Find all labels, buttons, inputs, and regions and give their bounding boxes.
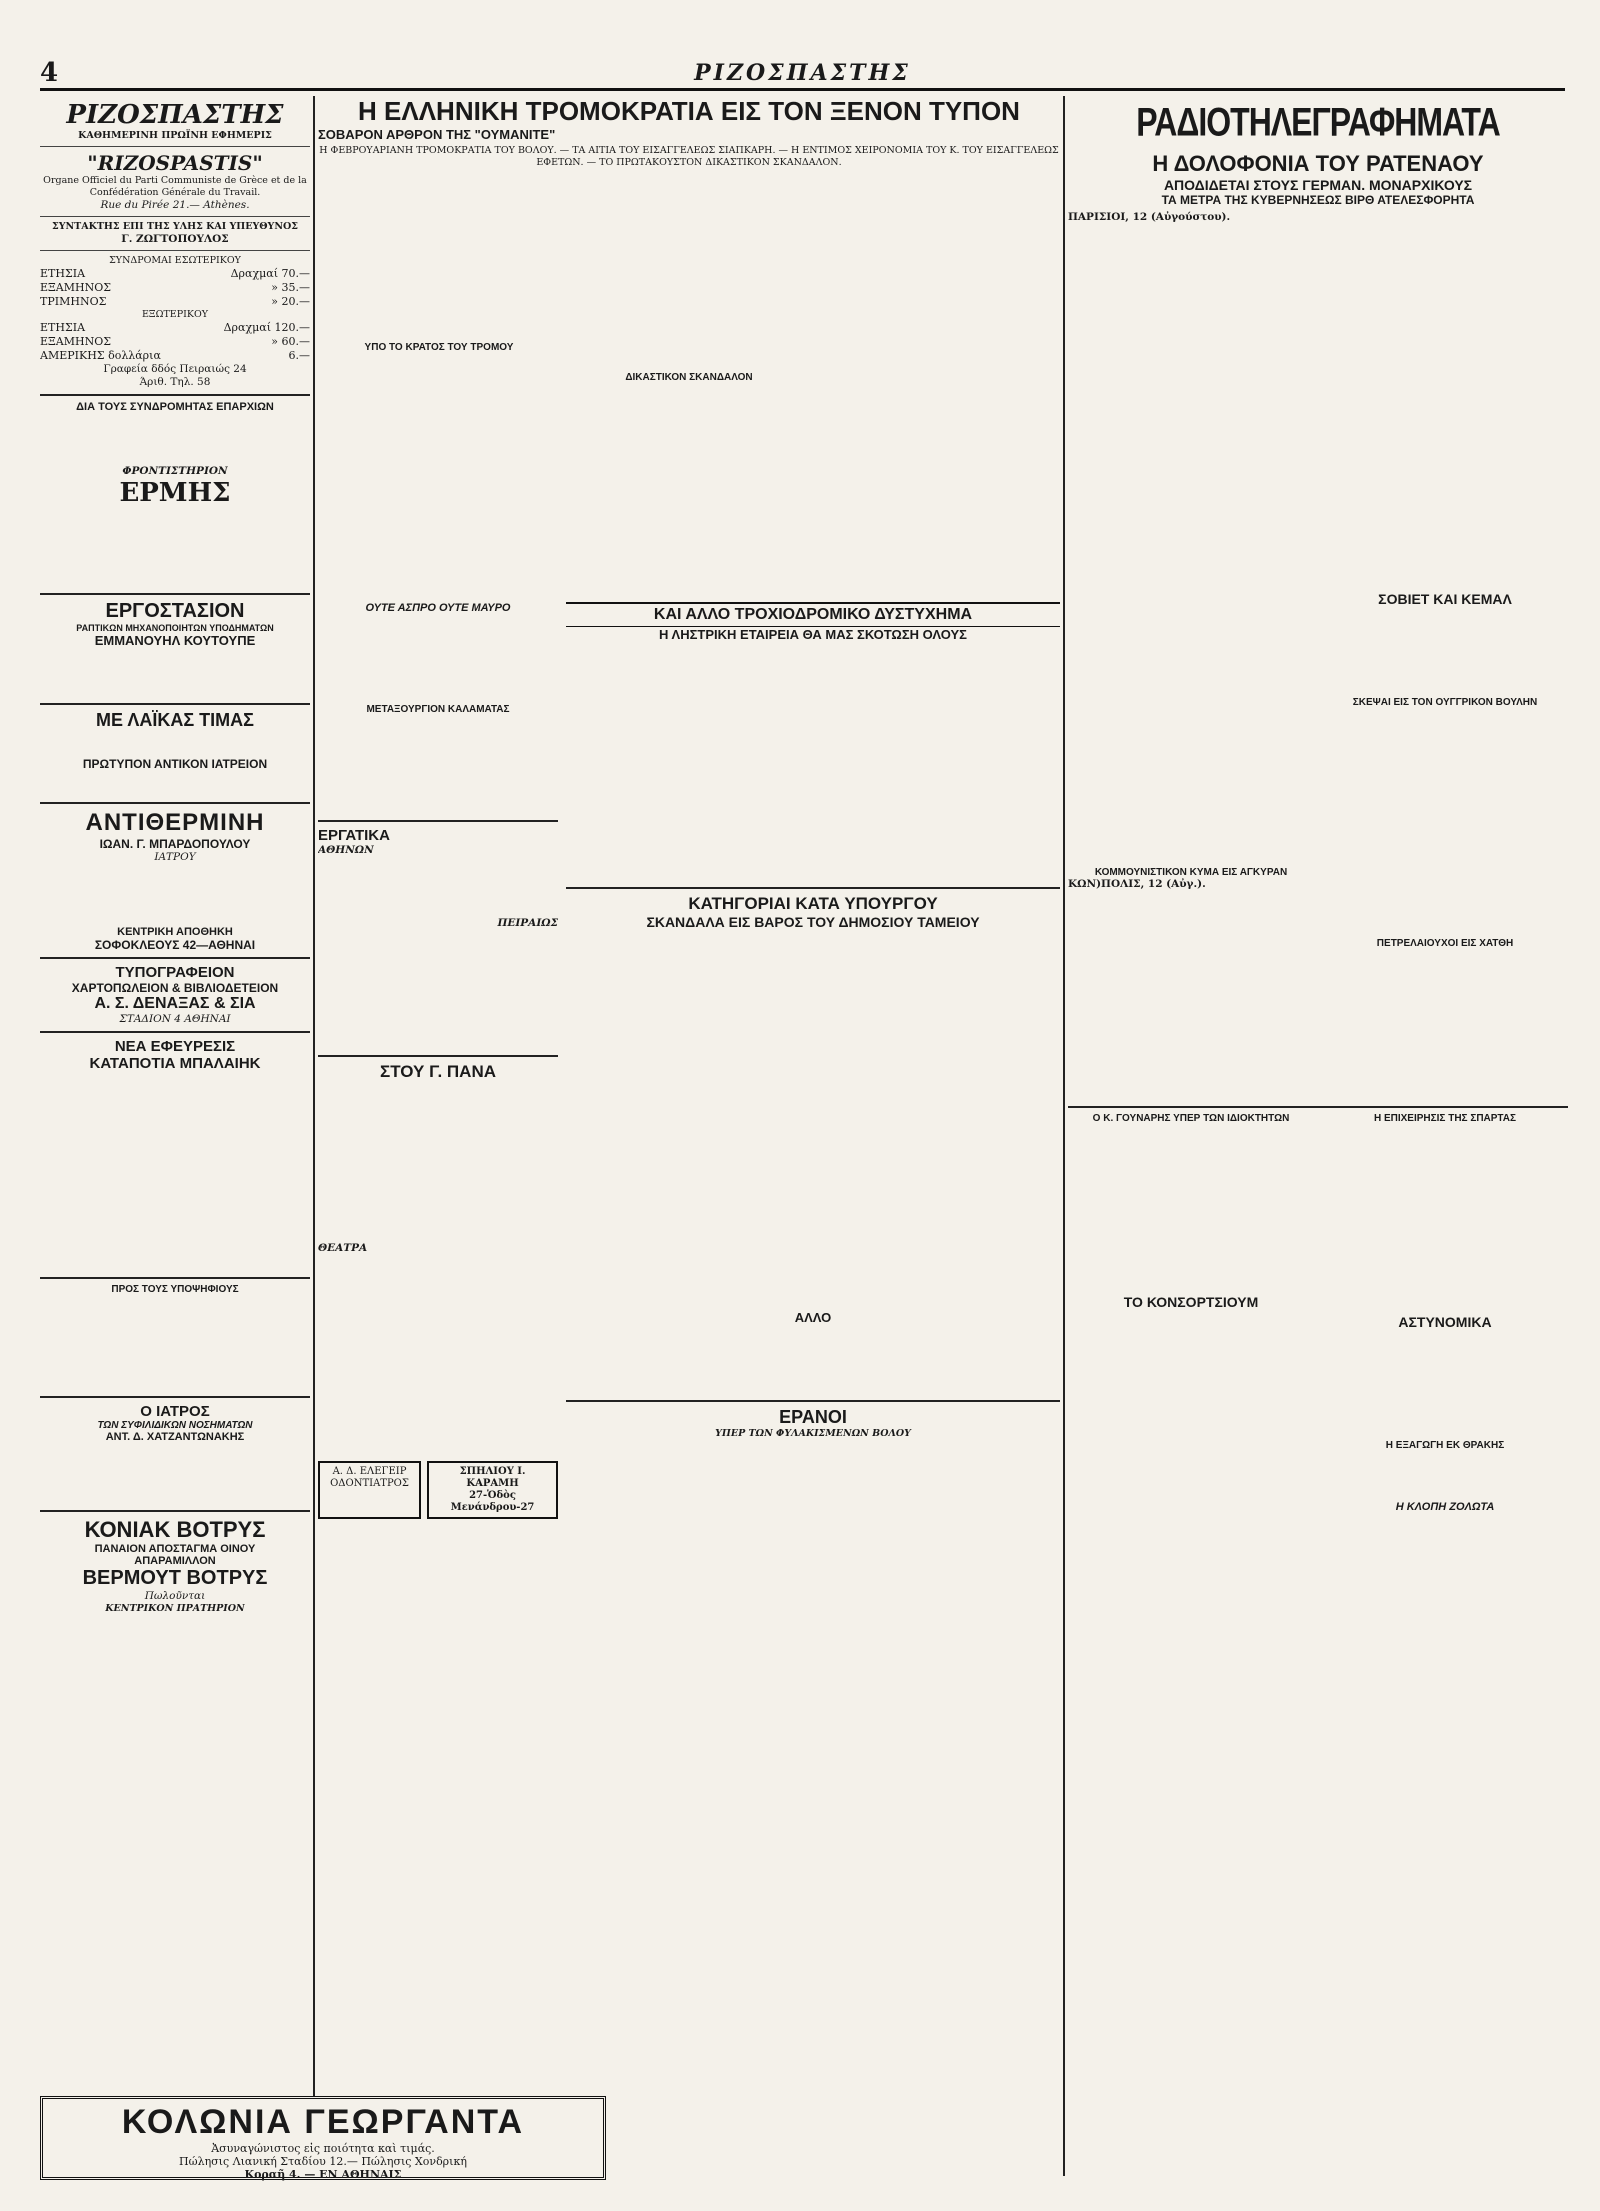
subscription-row: ΕΤΗΣΙΑ Δραχμαί 70.— [40, 267, 310, 280]
konsortium-heading: ΤΟ ΚΟΝΣΟΡΤΣΙΟΥΜ [1123, 1294, 1259, 1310]
editor-label: ΣΥΝΤΑΚΤΗΣ ΕΠΙ ΤΗΣ ΥΛΗΣ ΚΑΙ ΥΠΕΥΘΥΝΟΣ [51, 221, 299, 232]
page-number: 4 [40, 58, 59, 88]
donation-list [817, 1440, 1060, 1820]
column-rule [1063, 96, 1065, 2176]
rathenau-headline: Η ΔΟΛΟΦΟΝΙΑ ΤΟΥ ΡΑΤΕΝΑΟΥ [1152, 151, 1484, 176]
article-text [566, 642, 809, 882]
astynomika-heading: ΑΣΤΥΝΟΜΙΚΑ [1398, 1314, 1492, 1330]
subscriptions-ext-header: ΕΞΩΤΕΡΙΚΟΥ [141, 309, 209, 320]
dateline: ΠΑΡΙΣΙΟΙ, 12 (Αὐγούστου). [1068, 211, 1231, 223]
sold-label: Πωλοῦνται [144, 1590, 206, 1602]
lowprice-body [40, 731, 310, 757]
kolonia-line2: Πώλησις Λιανική Σταδίου 12.— Πώλησις Χονδρική [179, 2155, 467, 2168]
main-headline: Η ΕΛΛΗΝΙΚΗ ΤΡΟΜΟΚΡΑΤΙΑ ΕΙΣ ΤΟΝ ΞΕΝΟΝ ΤΥΠΟΝ [358, 96, 1020, 126]
right-column [1068, 96, 1568, 2176]
main-deck: Η ΦΕΒΡΟΥΑΡΙΑΝΗ ΤΡΟΜΟΚΡΑΤΙΑ ΤΟΥ ΒΟΛΟΥ. — ΤΑ ΑΙΤΙΑ ΤΟΥ ΕΙΣΑΓΓΕΛΕΩΣ ΣΙΑΠΚΑΡΗ. — Η ΕΝΤΙΜΟΣ ΧΕΙΡΟΝΟΜΙΑ ΤΟΥ Κ. ΤΟΥ ΕΙΣΑΓΓΕΛΕΩΣ ΕΦΕΤΩΝ. — ΤΟ ΠΡΩΤΑΚΟΥΣΤΟΝ ΔΙΚΑΣΤΙΚΟΝ ΣΚΑΝΔΑΛΟΝ. [319, 145, 1059, 168]
kolonia-ad [40, 2096, 606, 2180]
nea-subtitle: ΚΑΤΑΠΟΤΙΑ ΜΠΑΛΑΙΗΚ [89, 1055, 261, 1072]
cognac-heading: ΚΟΝΙΑΚ ΒΟΤΡΥΣ [84, 1517, 266, 1542]
main-subtitle: ΣΟΒΑΡΟΝ ΑΡΘΡΟΝ ΤΗΣ "ΟΥΜΑΝΙΤΕ" [318, 127, 556, 142]
subhead-dikastiko: ΔΙΚΑΣΤΙΚΟΝ ΣΚΑΝΔΑΛΟΝ [625, 372, 753, 383]
latin-name: "RIZOSPASTIS" [87, 151, 263, 175]
printshop-address: ΣΤΑΔΙΟΝ 4 ΑΘΗΝΑΙ [119, 1013, 231, 1025]
notice-title: ΔΙΑ ΤΟΥΣ ΣΥΝΔΡΟΜΗΤΑΣ ΕΠΑΡΧΙΩΝ [76, 401, 274, 413]
antitherm-doctor: ΙΩΑΝ. Γ. ΜΠΑΡΔΟΠΟΥΛΟΥ [99, 837, 251, 851]
left-column [40, 96, 310, 2176]
subhead-metaxourgeio: ΜΕΤΑΞΟΥΡΓΙΟΝ ΚΑΛΑΜΑΤΑΣ [366, 704, 510, 715]
nea-body [40, 1072, 310, 1272]
thrace-heading: Η ΕΞΑΓΩΓΗ ΕΚ ΘΡΑΚΗΣ [1385, 1440, 1505, 1451]
factory-owner: ΕΜΜΑΝΟΥΗΛ ΚΟΥΤΟΥΠΕ [94, 633, 256, 648]
subhead-kratos: ΥΠΟ ΤΟ ΚΡΑΤΟΣ ΤΟΥ ΤΡΟΜΟΥ [364, 342, 514, 353]
subscriptions-header: ΣΥΝΔΡΟΜΑΙ ΕΣΩΤΕΡΙΚΟΥ [109, 255, 241, 266]
rathenau-subtitle2: ΤΑ ΜΕΤΡΑ ΤΗΣ ΚΥΒΕΡΝΗΣΕΩΣ ΒΙΡΘ ΑΤΕΛΕΣΦΟΡΗΤΑ [1161, 193, 1475, 207]
antitherm-body [40, 864, 310, 926]
printshop-subtitle: ΧΑΡΤΟΠΩΛΕΙΟΝ & ΒΙΒΛΙΟΔΕΤΕΙΟΝ [71, 981, 279, 995]
eranoi-heading: ΕΡΑΝΟΙ [779, 1407, 847, 1427]
address: Rue du Pirée 21.— Athènes. [100, 199, 250, 211]
masthead [40, 58, 1565, 91]
doctor-name: ΑΝΤ. Δ. ΧΑΤΖΑΝΤΩΝΑΚΗΣ [105, 1431, 245, 1443]
antitherm-role: ΙΑΤΡΟΥ [154, 851, 196, 863]
vermouth-heading: ΒΕΡΜΟΥΤ ΒΟΤΡΥΣ [82, 1567, 268, 1589]
factory-body [40, 648, 310, 698]
skandala-subtitle: ΣΚΑΝΔΑΛΑ ΕΙΣ ΒΑΡΟΣ ΤΟΥ ΔΗΜΟΣΙΟΥ ΤΑΜΕΙΟΥ [646, 914, 980, 930]
article-text [1068, 1124, 1314, 1294]
rathenau-subtitle: ΑΠΟΔΙΔΕΤΑΙ ΣΤΟΥΣ ΓΕΡΜΑΝ. ΜΟΝΑΡΧΙΚΟΥΣ [1163, 177, 1473, 193]
central-store: ΚΕΝΤΡΙΚΗ ΑΠΟΘΗΚΗ [117, 926, 233, 938]
article-text [817, 642, 1060, 882]
article-text [568, 172, 810, 372]
office-address: Γραφεία δδός Πειραιώς 24 [103, 363, 247, 375]
doctor-subtitle: ΤΩΝ ΣΥΦΙΛΙΔΙΚΩΝ ΝΟΣΗΜΑΤΩΝ [97, 1420, 253, 1431]
soviet-heading: ΣΟΒΙΕΤ ΚΑΙ ΚΕΜΑΛ [1378, 591, 1512, 607]
central-shop: ΚΕΝΤΡΙΚΟΝ ΠΡΑΤΗΡΙΟΝ [105, 1603, 245, 1614]
sparta-heading: Η ΕΠΙΧΕΙΡΗΣΙΣ ΤΗΣ ΣΠΑΡΤΑΣ [1373, 1113, 1517, 1124]
nameplate-subtitle: ΚΑΘΗΜΕΡΙΝΗ ΠΡΩΪΝΗ ΕΦΗΜΕΡΙΣ [78, 130, 272, 141]
gounaris-heading: Ο Κ. ΓΟΥΝΑΡΗΣ ΥΠΕΡ ΤΩΝ ΙΔΙΟΚΤΗΤΩΝ [1092, 1113, 1290, 1124]
petroleum-heading: ΠΕΤΡΕΛΑΙΟΥΧΟΙ ΕΙΣ ΧΑΤΘΗ [1376, 938, 1514, 949]
main-article [318, 172, 1060, 602]
article-text [318, 353, 560, 583]
article-text [566, 1325, 1060, 1395]
dentist-ad: Α. Δ. ΕΛΕΓΕΙΡ ΟΔΟΝΤΙΑΤΡΟΣ [318, 1461, 421, 1519]
article-text [318, 857, 558, 917]
article-text [1322, 1330, 1568, 1440]
komm-heading: ΚΟΜΜΟΥΝΙΣΤΙΚΟΝ ΚΥΜΑ ΕΙΣ ΑΓΚΥΡΑΝ [1094, 867, 1288, 878]
article-text [1322, 949, 1568, 1099]
article-text [1322, 1124, 1568, 1314]
accident-headline: ΚΑΙ ΑΛΛΟ ΤΡΟΧΙΟΔΡΟΜΙΚΟ ΔΥΣΤΥΧΗΜΑ [566, 602, 1060, 627]
lowprice-heading: ΜΕ ΛΑΪΚΑΣ ΤΙΜΑΣ [96, 710, 254, 730]
article-text [318, 614, 558, 704]
pana-body [318, 1082, 558, 1242]
clinic-name: ΠΡΩΤΥΠΟΝ ΑΝΤΙΚΟΝ ΙΑΤΡΕΙΟΝ [82, 757, 268, 771]
article-text [568, 383, 810, 583]
article-text [1068, 891, 1314, 1101]
subhead-oute: ΟΥΤΕ ΑΣΠΡΟ ΟΥΤΕ ΜΑΥΡΟ [365, 602, 511, 614]
column-rule [313, 96, 315, 2096]
kolonia-title: ΚΟΛΩΝΙΑ ΓΕΩΡΓΑΝΤΑ [121, 2103, 525, 2141]
clinic-body [40, 771, 310, 797]
printshop-name: Α. Σ. ΔΕΝΑΞΑΣ & ΣΙΑ [94, 995, 256, 1012]
middle-column [318, 96, 1060, 2176]
peiraios-label: ΠΕΙΡΑΙΩΣ [497, 917, 558, 929]
klopi-heading: Η ΚΛΟΠΗ ΖΟΛΩΤΑ [1395, 1501, 1495, 1513]
article-text [1322, 1513, 1568, 1603]
article-text [1322, 1451, 1568, 1501]
doctor-heading: Ο ΙΑΤΡΟΣ [140, 1403, 210, 1420]
cognac-subtitle2: ΑΠΑΡΑΜΙΛΛΟΝ [134, 1555, 216, 1567]
article-text [1322, 708, 1568, 938]
cert-body [40, 1295, 310, 1391]
office-phone: Άριθ. Τηλ. 58 [139, 376, 211, 388]
editor-name: Γ. ΖΩΓΤΟΠΟΥΛΟΣ [121, 233, 229, 245]
article-text [817, 930, 1060, 1310]
article-text [1068, 697, 1314, 867]
notice-body [40, 413, 310, 465]
ergatika-heading: ΕΡΓΑΤΙΚΑ [318, 827, 390, 844]
pana-heading: ΣΤΟΥ Γ. ΠΑΝΑ [380, 1062, 496, 1081]
accident-subtitle: Η ΛΗΣΤΡΙΚΗ ΕΤΑΙΡΕΙΑ ΘΑ ΜΑΣ ΣΚΟΤΩΣΗ ΟΛΟΥΣ [659, 627, 967, 642]
cert-heading: ΠΡΟΣ ΤΟΥΣ ΥΠΟΨΗΦΙΟΥΣ [111, 1284, 239, 1295]
masthead-title: ΡΙΖΟΣΠΑΣΤΗΣ [694, 60, 911, 86]
kolonia-line1: Ἀσυναγώνιστος εἰς ποιότητα καὶ τιμάς. [211, 2142, 435, 2155]
subscription-row: ΕΞΑΜΗΝΟΣ » 60.— [40, 335, 310, 348]
theatra-body [318, 1255, 558, 1455]
subscription-row: ΕΞΑΜΗΝΟΣ » 35.— [40, 281, 310, 294]
kpolis-dateline: ΚΩΝ)ΠΟΛΙΣ, 12 (Αὐγ.). [1068, 878, 1206, 890]
kategoriai-headline: ΚΑΤΗΓΟΡΙΑΙ ΚΑΤΑ ΥΠΟΥΡΓΟΥ [688, 894, 938, 913]
factory-subtitle: ΡΑΠΤΙΚΩΝ ΜΗΧΑΝΟΠΟΙΗΤΩΝ ΥΠΟΔΗΜΑΤΩΝ [76, 623, 274, 633]
eranoi-subtitle: ΥΠΕΡ ΤΩΝ ΦΥΛΑΚΙΣΜΕΝΩΝ ΒΟΛΟΥ [715, 1428, 911, 1439]
article-text [318, 715, 558, 815]
athinon-label: ΑΘΗΝΩΝ [318, 844, 374, 856]
factory-heading: ΕΡΓΟΣΤΑΣΙΟΝ [105, 600, 245, 622]
article-text [818, 172, 1060, 592]
article-text [318, 172, 560, 342]
school-heading: ΦΡΟΝΤΙΣΤΗΡΙΟΝ [122, 465, 228, 477]
subscription-row: ΑΜΕΡΙΚΗΣ δολλάρια 6.— [40, 349, 310, 362]
nea-heading: ΝΕΑ ΕΦΕΥΡΕΣΙΣ [114, 1038, 236, 1055]
theatra-label: ΘΕΑΤΡΑ [318, 1242, 368, 1254]
printshop-heading: ΤΥΠΟΓΡΑΦΕΙΟΝ [115, 964, 235, 981]
article-text [1068, 1310, 1314, 1610]
donation-list [566, 1440, 809, 1820]
school-name: ΕΡΜΗΣ [119, 478, 231, 508]
subscription-row: ΤΡΙΜΗΝΟΣ » 20.— [40, 295, 310, 308]
article-text [318, 930, 558, 1050]
latin-subtitle: Organe Officiel du Parti Communiste de Grèce et de la Confédération Générale du Travail. [43, 175, 307, 198]
article-text [1322, 211, 1568, 591]
article-text [1068, 224, 1314, 684]
antitherm-heading: ΑΝΤΙΘΕΡΜΙΝΗ [85, 809, 265, 836]
subscription-row: ΕΤΗΣΙΑ Δραχμαί 120.— [40, 321, 310, 334]
cognac-subtitle: ΠΑΝΑΙΟΝ ΑΠΟΣΤΑΓΜΑ ΟΙΝΟΥ [94, 1543, 256, 1555]
hungarian-heading: ΣΚΕΨΑΙ ΕΙΣ ΤΟΝ ΟΥΓΓΡΙΚΟΝ ΒΟΥΛΗΝ [1352, 697, 1538, 708]
article-text [566, 930, 809, 1310]
school-body [40, 508, 310, 588]
kolonia-line3: Κοραῆ 4. — ΕΝ ΑΘΗΝΑΙΣ [244, 2168, 402, 2181]
karamis-ad: ΣΠΗΛΙΟΥ Ι. ΚΑΡΑΜΗ 27-Ὁδὸς Μενάνδρου-27 [427, 1461, 558, 1519]
article-text [1322, 607, 1568, 697]
doctor-body [40, 1443, 310, 1505]
nameplate: ΡΙΖΟΣΠΑΣΤΗΣ [66, 100, 284, 130]
central-store-address: ΣΟΦΟΚΛΕΟΥΣ 42—ΑΘΗΝΑΙ [94, 938, 256, 952]
allo-heading: ΑΛΛΟ [794, 1310, 832, 1325]
radiotelegrams-banner: ΡΑΔΙΟΤΗΛΕΓΡΑΦΗΜΑΤΑ [1136, 99, 1500, 145]
